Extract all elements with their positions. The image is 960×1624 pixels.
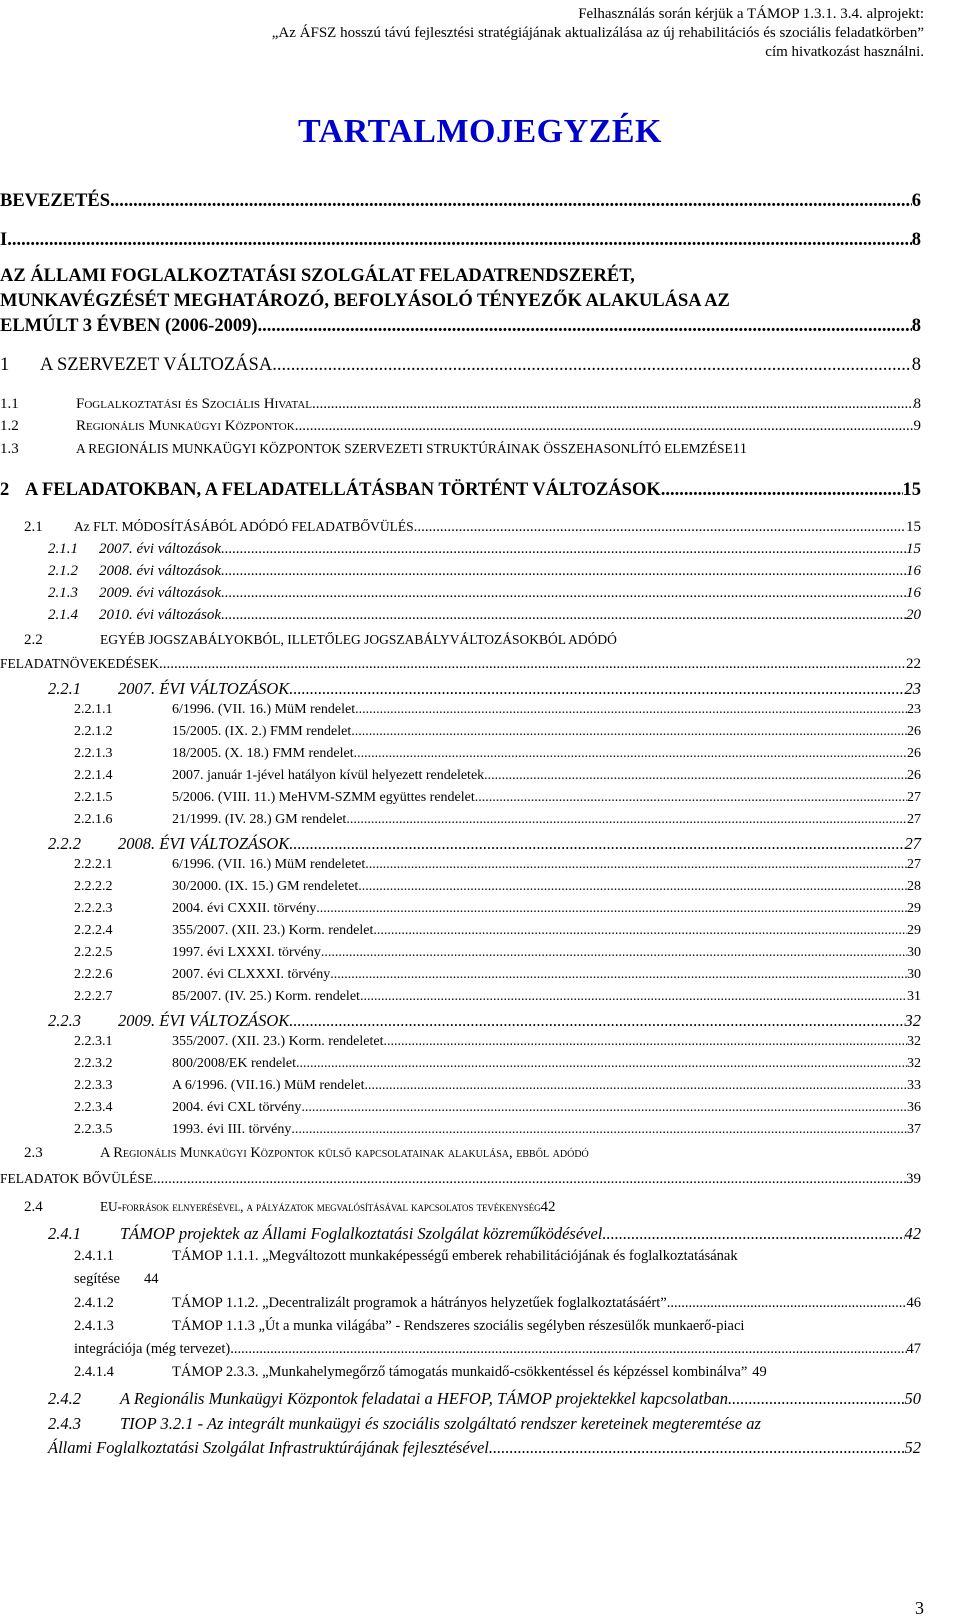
toc-entry[interactable]: 2.4.1.4 TÁMOP 2.3.3. „Munkahelymegőrző támogatás munkaidő-csökkentéssel és képzéssel kombinálva” 49	[74, 1364, 767, 1380]
toc-entry[interactable]: 2.2.1.6 21/1999. (IV. 28.) GM rendelet ..... 27	[74, 812, 921, 828]
toc-entry[interactable]: 2.2.3.1 355/2007. (XII. 23.) Korm. rendeletet ..... 32	[74, 1034, 921, 1050]
toc-entry[interactable]: 2.2.2.4 355/2007. (XII. 23.) Korm. rendelet ..... 29	[74, 923, 921, 939]
toc-entry[interactable]: FELADATNÖVEKEDÉSEK ..... 22	[0, 656, 921, 673]
toc-entry[interactable]: 2.2.2.6 2007. évi CLXXXI. törvény ..... 30	[74, 967, 921, 983]
toc-entry[interactable]: 2.2.2.1 6/1996. (VII. 16.) MüM rendeletet ..... 27	[74, 857, 921, 873]
header-line-2: „Az ÁFSZ hosszú távú fejlesztési stratégiájának aktualizálása az új rehabilitációs és szociális feladatkörben”	[271, 25, 924, 41]
toc-entry[interactable]: 2.2.2.2 30/2000. (IX. 15.) GM rendeletet ..... 28	[74, 879, 921, 895]
toc-entry[interactable]: 2.1.2 2008. évi változások ..... 16	[48, 563, 921, 580]
toc-entry-line: 2.3 A Regionális Munkaügyi Központok külső kapcsolatainak alakulása, ebből adódó	[24, 1145, 589, 1161]
toc-entry[interactable]: 2.2.1.4 2007. január 1-jével hatályon kívül helyezett rendeletek ..... 26	[74, 768, 921, 784]
toc-entry[interactable]: 2.4 EU-források elnyerésével, a pályázatok megvalósításával kapcsolatos tevékenység 42	[24, 1199, 556, 1215]
page-header	[272, 5, 924, 62]
toc-entry-line: 2.2 EGYÉB JOGSZABÁLYOKBÓL, ILLETŐLEG JOGSZABÁLYVÁLTOZÁSOKBÓL ADÓDÓ	[24, 632, 617, 648]
toc-entry-line: 2.4.1.3 TÁMOP 1.1.3 „Út a munka világába” - Rendszeres szociális segélyben részesülők munkaerő-piaci	[74, 1318, 745, 1334]
toc-entry[interactable]: 2 A FELADATOKBAN, A FELADATELLÁTÁSBAN TÖRTÉNT VÁLTOZÁSOK ..... 15	[0, 480, 921, 501]
toc-entry[interactable]: 2.2.2.7 85/2007. (IV. 25.) Korm. rendelet ..... 31	[74, 989, 921, 1005]
toc-entry[interactable]: I. ..... 8	[0, 230, 921, 251]
toc-entry[interactable]: 2.1 Az FLT. MÓDOSÍTÁSÁBÓL ADÓDÓ FELADATBŐVÜLÉS ..... 15	[24, 519, 921, 536]
toc-entry[interactable]: 2.4.1 TÁMOP projektek az Állami Foglalkoztatási Szolgálat közreműködésével ..... 42	[48, 1224, 921, 1244]
toc-entry[interactable]: segítése 44	[74, 1271, 159, 1287]
toc-entry[interactable]: 1.2 Regionális Munkaügyi Központok ..... 9	[0, 418, 921, 435]
toc-entry[interactable]: integrációja (még tervezet) ..... 47	[74, 1341, 921, 1358]
toc-entry-line: MUNKAVÉGZÉSÉT MEGHATÁROZÓ, BEFOLYÁSOLÓ TÉNYEZŐK ALAKULÁSA AZ	[0, 291, 730, 311]
toc-entry[interactable]: 2.2.3.2 800/2008/EK rendelet ..... 32	[74, 1056, 921, 1072]
toc-entry-line: 2.4.3 TIOP 3.2.1 - Az integrált munkaügyi és szociális szolgáltató rendszer kereteinek megteremtése az	[48, 1414, 761, 1433]
header-line-1: Felhasználás során kérjük a TÁMOP 1.3.1. 3.4. alprojekt:	[578, 6, 924, 22]
toc-entry[interactable]: Állami Foglalkoztatási Szolgálat Infrastruktúrájának fejlesztésével ..... 52	[48, 1438, 921, 1458]
toc-entry[interactable]: 2.1.4 2010. évi változások ..... 20	[48, 607, 921, 624]
toc-entry[interactable]: 2.2.1.2 15/2005. (IX. 2.) FMM rendelet ..... 26	[74, 724, 921, 740]
toc-entry[interactable]: BEVEZETÉS ..... 6	[0, 191, 921, 212]
toc-entry[interactable]: ELMÚLT 3 ÉVBEN (2006-2009). ..... 8	[0, 316, 921, 337]
toc-entry[interactable]: 2.4.1.2 TÁMOP 1.1.2. „Decentralizált programok a hátrányos helyzetűek foglalkoztatásáért” ..... 46	[74, 1295, 921, 1312]
toc-entry[interactable]: 2.2.2.3 2004. évi CXXII. törvény ..... 29	[74, 901, 921, 917]
page-number: 3	[915, 1598, 924, 1618]
toc-entry[interactable]: 2.2.1.3 18/2005. (X. 18.) FMM rendelet ..... 26	[74, 746, 921, 762]
toc-entry[interactable]: 2.2.2.5 1997. évi LXXXI. törvény ..... 30	[74, 945, 921, 961]
toc-entry-line: AZ ÁLLAMI FOGLALKOZTATÁSI SZOLGÁLAT FELADATRENDSZERÉT,	[0, 266, 635, 286]
toc-entry[interactable]: 2.2.1 2007. ÉVI VÁLTOZÁSOK ..... 23	[48, 679, 921, 699]
toc-entry[interactable]: 2.2.3.5 1993. évi III. törvény ..... 37	[74, 1122, 921, 1138]
toc-entry[interactable]: 2.2.1.5 5/2006. (VIII. 11.) MeHVM-SZMM együttes rendelet ..... 27	[74, 790, 921, 806]
toc-entry[interactable]: 1.1 Foglalkoztatási és Szociális Hivatal ..... 8	[0, 396, 921, 413]
toc-entry[interactable]: 2.2.3.4 2004. évi CXL törvény ..... 36	[74, 1100, 921, 1116]
toc-entry[interactable]: 2.2.3 2009. ÉVI VÁLTOZÁSOK ..... 32	[48, 1011, 921, 1031]
toc-entry[interactable]: 1.3 A REGIONÁLIS MUNKAÜGYI KÖZPONTOK SZERVEZETI STRUKTÚRÁINAK ÖSSZEHASONLÍTÓ ELEMZÉSE 11	[0, 441, 748, 457]
toc-entry[interactable]: 2.2.2 2008. ÉVI VÁLTOZÁSOK ..... 27	[48, 834, 921, 854]
toc-entry[interactable]: 1 A SZERVEZET VÁLTOZÁSA ..... 8	[0, 355, 921, 376]
toc-entry[interactable]: 2.1.1 2007. évi változások ..... 15	[48, 541, 921, 558]
toc-entry[interactable]: 2.1.3 2009. évi változások ..... 16	[48, 585, 921, 602]
toc-entry[interactable]: 2.4.2 A Regionális Munkaügyi Központok feladatai a HEFOP, TÁMOP projektekkel kapcsolatban ..... 50	[48, 1389, 921, 1409]
toc-entry[interactable]: 2.2.3.3 A 6/1996. (VII.16.) MüM rendelet ..... 33	[74, 1078, 921, 1094]
toc-entry[interactable]: 2.2.1.1 6/1996. (VII. 16.) MüM rendelet ..... 23	[74, 702, 921, 718]
toc-entry[interactable]: FELADATOK BŐVÜLÉSE ..... 39	[0, 1171, 921, 1188]
toc-entry-line: 2.4.1.1 TÁMOP 1.1.1. „Megváltozott munkaképességű emberek rehabilitációjának és foglalkoztatásának	[74, 1248, 738, 1264]
header-line-3: cím hivatkozást használni.	[765, 44, 924, 60]
page-title: TARTALMOJEGYZÉK	[298, 113, 662, 150]
